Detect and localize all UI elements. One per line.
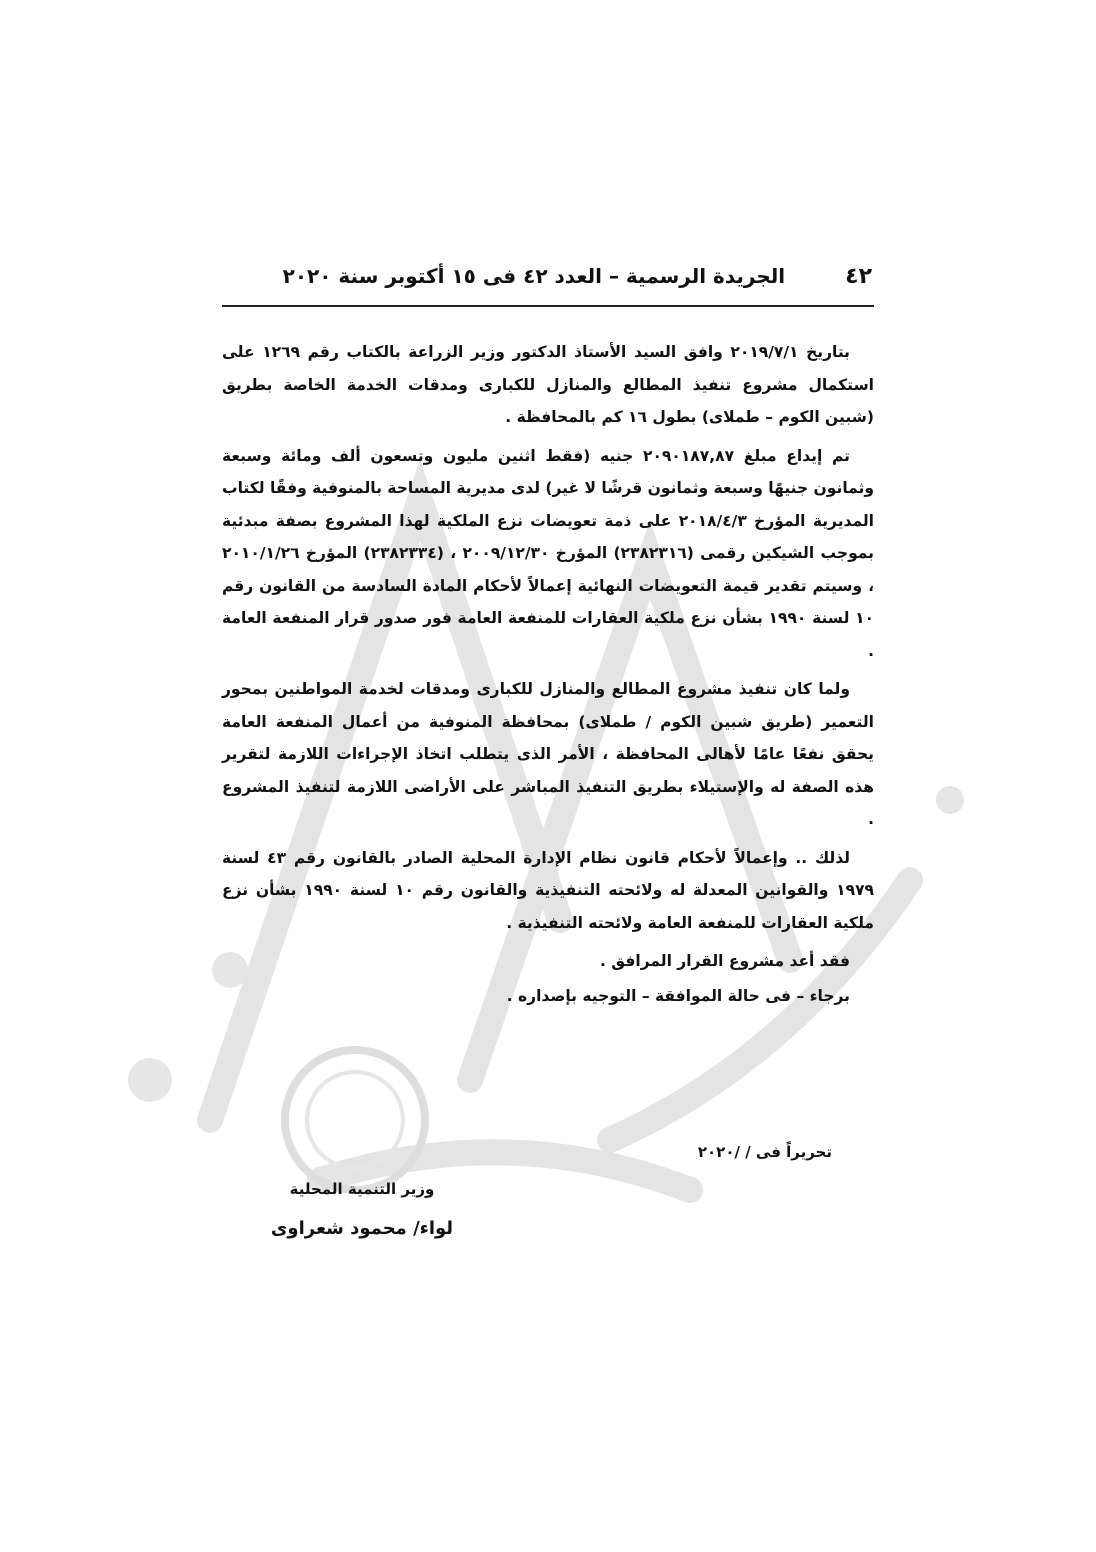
paragraph-legal-basis: لذلك .. وإعمالاً لأحكام قانون نظام الإدارة المحلية الصادر بالقانون رقم ٤٣ لسنة ١٩٧٩ والقوانين المعدلة له ولائحته التنفيذية والقانون رقم ١٠ لسنة ١٩٩٠ بشأن نزع ملكية العقارات للمنفعة العامة ولائحته التنفيذية . (222, 848, 874, 932)
signatory-role: وزير التنمية المحلية (289, 1180, 435, 1198)
gazette-title: الجريدة الرسمية – العدد ٤٢ فى ١٥ أكتوبر سنة ٢٠٢٠ (282, 264, 786, 288)
paragraph-request: برجاء – فى حالة الموافقة – التوجيه بإصداره . (506, 986, 850, 1005)
date-line: تحريراً فى / /٢٠٢٠ (697, 1143, 832, 1161)
page-number: ٤٢ (845, 263, 872, 289)
paragraph-approval: بتاريخ ٢٠١٩/٧/١ وافق السيد الأستاذ الدكتور وزير الزراعة بالكتاب رقم ١٢٦٩ على استكمال مشروع تنفيذ المطالع والمنازل للكبارى ومدقات الخدمة الخاصة بطريق (شبين الكوم – طملاى) بطول ١٦ كم بالمحافظة . (222, 343, 874, 426)
signature-block (262, 1180, 462, 1239)
signatory-name: لواء/ محمود شعراوى (270, 1218, 454, 1239)
paragraph-deposit: تم إيداع مبلغ ٢٠٩٠١٨٧,٨٧ جنيه (فقط اثنين مليون وتسعون ألف ومائة وسبعة وثمانون جنيهًا وسبعة وثمانون قرشًا لا غير) لدى مديرية المساحة بالمنوفية وفقًا لكتاب المديرية المؤرخ ٢٠١٨/٤/٣ على ذمة تعويضات نزع الملكية لهذا المشروع بصفة مبدئية بموجب الشيكين رقمى (٢٣٨٢٣١٦) المؤرخ ٢٠٠٩/١٢/٣٠ ، (٢٣٨٢٣٣٤) المؤرخ ٢٠١٠/١/٢٦ ، وسيتم تقدير قيمة التعويضات النهائية إعمالاً لأحكام المادة السادسة من القانون رقم ١٠ لسنة ١٩٩٠ بشأن نزع ملكية العقارات للمنفعة العامة فور صدور قرار المنفعة العامة . (222, 446, 875, 660)
header-rule (222, 305, 874, 307)
document-body (222, 336, 874, 1014)
paragraph-public-benefit: ولما كان تنفيذ مشروع المطالع والمنازل للكبارى ومدقات لخدمة المواطنين بمحور التعمير (طريق شبين الكوم / طملاى) بمحافظة المنوفية من أعمال المنفعة العامة يحقق نفعًا عامًا لأهالى المحافظة ، الأمر الذى يتطلب اتخاذ الإجراءات اللازمة لتقرير هذه الصفة له والإستيلاء بطريق التنفيذ المباشر على الأراضى اللازمة لتنفيذ المشروع . (222, 680, 874, 828)
paragraph-draft-prepared: فقد أعد مشروع القرار المرافق . (600, 952, 850, 970)
gazette-header (222, 258, 872, 294)
